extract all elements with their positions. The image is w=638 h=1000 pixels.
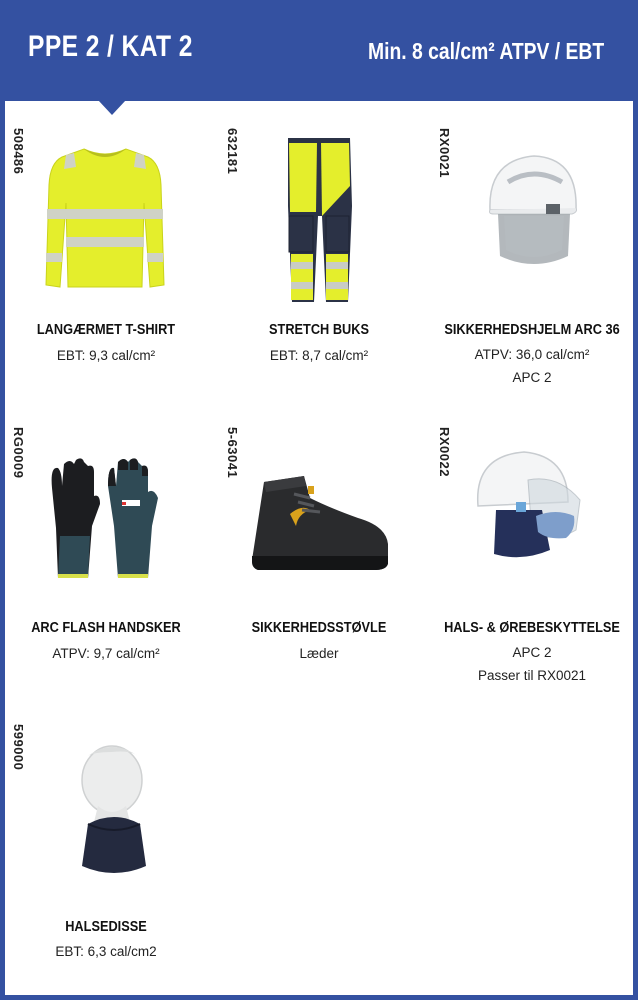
product-spec: EBT: 8,7 cal/cm² <box>269 348 369 363</box>
product-spec: APC 2 <box>512 370 552 385</box>
arc-flash-gloves-image <box>48 456 168 580</box>
product-spec: ATPV: 36,0 cal/cm² <box>474 347 590 362</box>
product-code: RG0009 <box>11 427 26 479</box>
hi-vis-longsleeve-shirt-image <box>44 145 166 291</box>
product-name: LANGÆRMET T-SHIRT <box>36 322 176 338</box>
hi-vis-trousers-image <box>284 136 354 304</box>
product-spec: EBT: 9,3 cal/cm² <box>56 348 156 363</box>
product-spec: EBT: 6,3 cal/cm2 <box>55 944 157 959</box>
product-code: 5-63041 <box>225 427 240 479</box>
helmet-with-neck-ear-protection-image <box>472 450 584 562</box>
product-spec: Læder <box>299 646 339 661</box>
page-title: PPE 2 / KAT 2 <box>28 30 193 63</box>
product-name: HALSEDISSE <box>65 919 147 935</box>
rating-label: Min. 8 cal/cm² ATPV / EBT <box>367 38 604 64</box>
product-name: STRETCH BUKS <box>269 322 369 338</box>
product-spec: APC 2 <box>512 645 552 660</box>
product-code: 508486 <box>11 128 26 175</box>
product-name: SIKKERHEDSSTØVLE <box>251 620 387 636</box>
product-name: HALS- & ØREBESKYTTELSE <box>444 620 620 636</box>
product-code: RX0021 <box>437 128 452 178</box>
product-name: ARC FLASH HANDSKER <box>31 620 181 636</box>
product-spec: Passer til RX0021 <box>477 668 587 683</box>
product-code: RX0022 <box>437 427 452 477</box>
arc-helmet-with-visor-image <box>484 152 582 274</box>
product-spec: ATPV: 9,7 cal/cm² <box>52 646 160 661</box>
product-code: 632181 <box>225 128 240 175</box>
safety-boot-image <box>250 474 390 572</box>
product-code: 599000 <box>11 724 26 771</box>
product-name: SIKKERHEDSHJELM ARC 36 <box>444 322 620 338</box>
neck-gaiter-on-mannequin-image <box>74 744 154 878</box>
